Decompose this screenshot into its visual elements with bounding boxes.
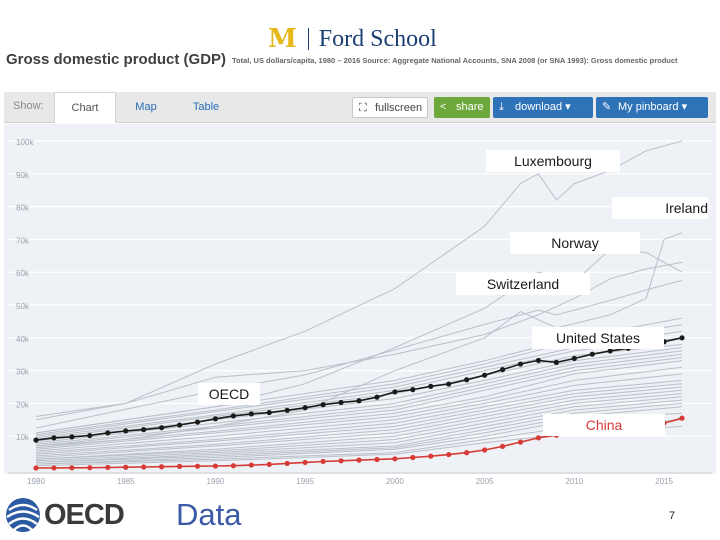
china-data-point (482, 447, 487, 452)
label-oecd: OECD (198, 383, 260, 405)
oecd-data-point (285, 408, 290, 413)
oecd-data-point (105, 430, 110, 435)
china-data-point (123, 465, 128, 470)
oecd-data-point (464, 377, 469, 382)
oecd-data-point (572, 356, 577, 361)
china-data-point (410, 455, 415, 460)
oecd-data-point (249, 411, 254, 416)
y-tick-label: 30k (16, 367, 29, 377)
label-switzerland: Switzerland (456, 273, 590, 295)
china-data-point (464, 450, 469, 455)
data-wordmark: Data (176, 497, 242, 532)
label-ireland: Ireland (612, 197, 708, 219)
oecd-data-point (87, 433, 92, 438)
x-tick-label: 2015 (655, 477, 673, 486)
oecd-data-point (141, 427, 146, 432)
china-data-point (679, 416, 684, 421)
share-icon: < (440, 101, 447, 113)
ford-school-wordmark: Ford School (318, 26, 437, 52)
y-tick-label: 90k (16, 170, 29, 180)
china-data-point (177, 464, 182, 469)
fullscreen-label: fullscreen (375, 102, 423, 114)
china-data-point (428, 454, 433, 459)
michigan-block-m-logo: M (268, 24, 296, 54)
page-number: 7 (669, 510, 676, 522)
oecd-data-point (195, 419, 200, 424)
oecd-data-point (33, 438, 38, 443)
oecd-data-point (482, 373, 487, 378)
label-china: China (543, 414, 665, 436)
oecd-data-point (338, 400, 343, 405)
download-label: download ▾ (515, 101, 571, 113)
y-tick-label: 20k (16, 400, 29, 410)
y-tick-label: 50k (16, 302, 29, 311)
oecd-data-point (321, 402, 326, 407)
share-label: share (456, 101, 484, 113)
china-data-point (536, 435, 541, 440)
china-data-point (338, 458, 343, 463)
tab-table[interactable]: Table (192, 101, 220, 113)
china-data-point (321, 459, 326, 464)
oecd-globe-icon (3, 495, 43, 535)
china-data-point (392, 456, 397, 461)
y-tick-label: 100k (16, 138, 34, 147)
china-data-point (374, 457, 379, 462)
oecd-data-point (428, 384, 433, 389)
oecd-data-point (267, 410, 272, 415)
oecd-data-point (123, 428, 128, 433)
china-data-point (213, 463, 218, 468)
fullscreen-icon: ⛶ (359, 102, 367, 114)
china-data-point (303, 460, 308, 465)
china-data-point (69, 465, 74, 470)
chart-subtitle: Total, US dollars/capita, 1980 – 2016 Source: Aggregate National Accounts, SNA 2008 (or SNA 1993): Gross domestic product (232, 56, 678, 65)
china-data-point (141, 464, 146, 469)
oecd-data-logo (0, 489, 262, 540)
chart-title: Gross domestic product (GDP) (6, 51, 227, 68)
oecd-data-point (518, 361, 523, 366)
tab-map[interactable]: Map (135, 101, 157, 113)
y-tick-label: 10k (16, 433, 29, 443)
china-data-point (195, 464, 200, 469)
y-tick-label: 70k (16, 236, 29, 246)
y-tick-label: 40k (16, 334, 29, 344)
oecd-wordmark: OECD (44, 499, 124, 531)
china-data-point (356, 458, 361, 463)
label-norway: Norway (510, 232, 640, 254)
oecd-data-point (231, 413, 236, 418)
china-data-point (267, 462, 272, 467)
oecd-data-point (536, 358, 541, 363)
x-tick-label: 2000 (385, 477, 404, 486)
china-data-point (51, 465, 56, 470)
china-data-point (33, 465, 38, 470)
oecd-data-point (446, 381, 451, 386)
china-data-point (285, 461, 290, 466)
pin-icon: ✎ (602, 101, 612, 113)
china-data-point (518, 440, 523, 445)
oecd-data-point (356, 398, 361, 403)
x-tick-label: 2005 (475, 477, 494, 486)
china-data-point (446, 452, 451, 457)
y-tick-label: 80k (16, 203, 29, 213)
oecd-data-point (51, 435, 56, 440)
china-data-point (249, 462, 254, 467)
oecd-data-point (500, 367, 505, 372)
oecd-data-point (159, 425, 164, 430)
oecd-data-point (608, 348, 613, 353)
x-tick-label: 2010 (565, 477, 584, 486)
pinboard-label: My pinboard ▾ (618, 101, 688, 113)
oecd-data-point (392, 389, 397, 394)
china-data-point (159, 464, 164, 469)
y-tick-label: 60k (16, 269, 29, 279)
x-tick-label: 1980 (27, 477, 45, 486)
oecd-data-point (177, 422, 182, 427)
oecd-data-point (410, 387, 415, 392)
download-icon: ⤓ (499, 101, 504, 113)
oecd-data-point (679, 335, 684, 340)
china-data-point (231, 463, 236, 468)
oecd-data-point (554, 360, 559, 365)
x-tick-label: 1985 (116, 477, 135, 486)
oecd-data-point (303, 405, 308, 410)
x-tick-label: 1995 (296, 477, 315, 486)
china-data-point (87, 465, 92, 470)
china-data-point (500, 444, 505, 449)
oecd-data-point (590, 352, 595, 357)
x-tick-label: 1990 (206, 477, 225, 486)
label-united-states: United States (532, 327, 664, 349)
label-luxembourg: Luxembourg (486, 150, 620, 172)
oecd-data-point (374, 395, 379, 400)
tab-chart[interactable]: Chart (54, 92, 116, 123)
china-data-point (105, 465, 110, 470)
show-label: Show: (13, 100, 44, 112)
oecd-data-point (69, 434, 74, 439)
oecd-data-point (213, 416, 218, 421)
